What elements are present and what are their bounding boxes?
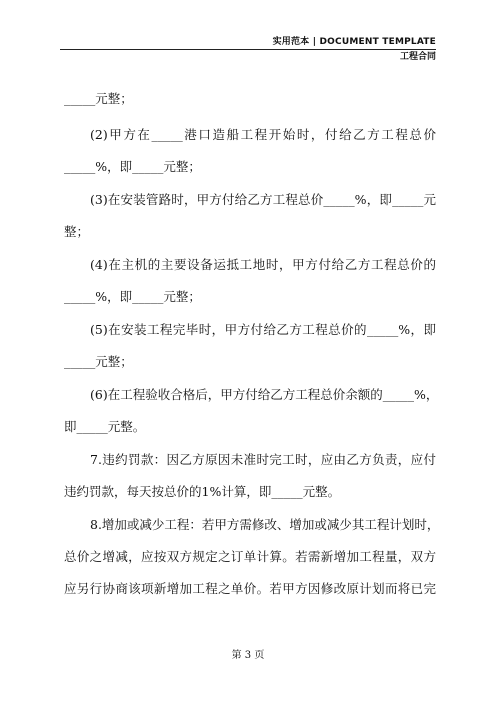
body-line-8: (5)在安装工程完毕时，甲方付给乙方工程总价的_____%，即 [90,322,436,337]
body-line-2: (2)甲方在_____港口造船工程开始时，付给乙方工程总价 [90,127,436,142]
body-line-7: _____%，即_____元整； [64,289,201,304]
page-number: 第 3 页 [231,650,265,661]
body-line-5: 整； [64,224,90,239]
body-line-3: _____%，即_____元整； [64,159,201,174]
body-line-13: 违约罚款，每天按总价的1%计算，即_____元整。 [64,484,341,499]
body-line-16: 应另行协商该项新增加工程之单价。若甲方因修改原计划而将已完 [64,581,436,596]
body-line-6: (4)在主机的主要设备运抵工地时，甲方付给乙方工程总价的 [90,257,436,272]
header-divider [60,49,436,50]
body-line-11: 即_____元整。 [64,419,146,434]
header-document-type: 工程合同 [399,52,436,62]
body-line-10: (6)在工程验收合格后，甲方付给乙方工程总价余额的_____%， [90,387,439,402]
body-line-12: 7.违约罚款：因乙方原因未准时完工时，应由乙方负责，应付 [90,452,436,467]
body-line-14: 8.增加或减少工程：若甲方需修改、增加或减少其工程计划时， [90,517,440,532]
body-line-15: 总价之增减，应按双方规定之订单计算。若需新增加工程量，双方 [64,549,436,564]
body-line-4: (3)在安装管路时，甲方付给乙方工程总价_____%，即_____元 [90,192,436,207]
header-template-label: 实用范本 | DOCUMENT TEMPLATE [272,37,436,47]
page-header [60,36,436,63]
body-line-1: _____元整； [64,91,133,106]
body-line-9: _____元整； [64,354,133,369]
